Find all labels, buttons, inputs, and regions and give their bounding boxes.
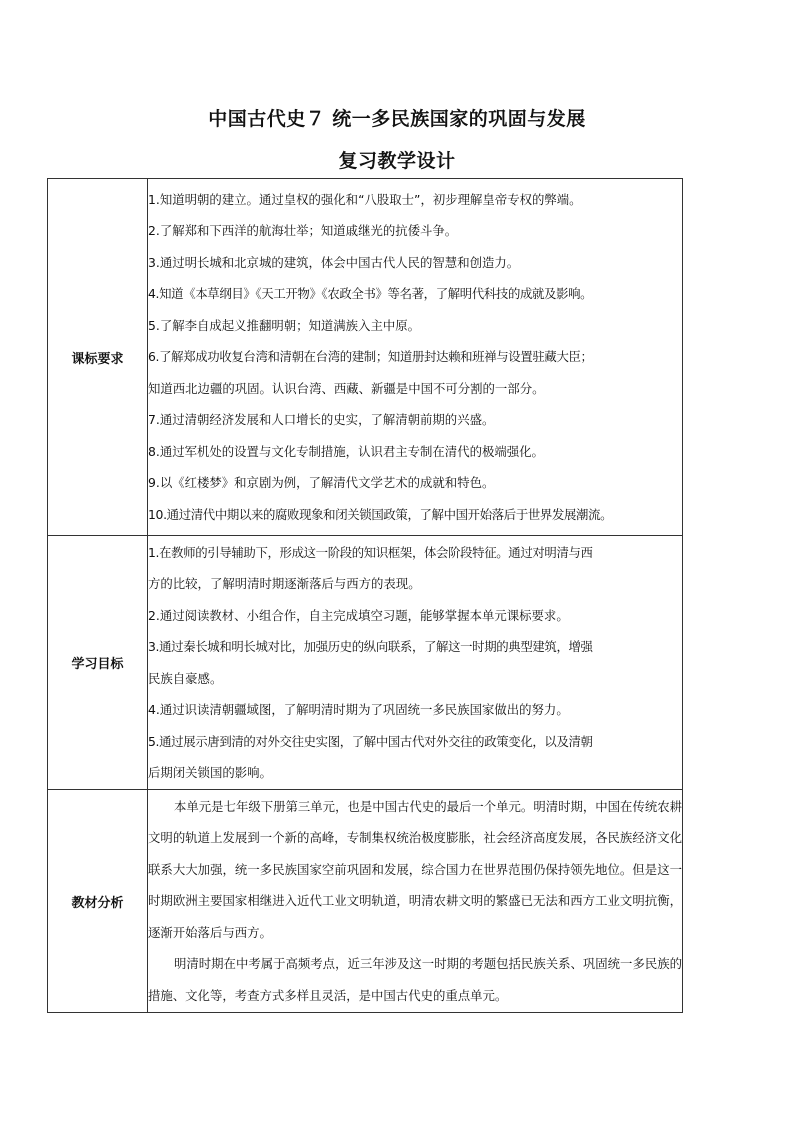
objectives-line: 5.通过展示唐到清的对外交往史实图，了解中国古代对外交往的政策变化，以及清朝	[148, 733, 593, 749]
curriculum-line: 2.了解郑和下西洋的航海壮举；知道戚继光的抗倭斗争。	[148, 223, 458, 239]
curriculum-line: 7.通过清朝经济发展和人口增长的史实，了解清朝前期的兴盛。	[148, 412, 495, 428]
analysis-paragraph: 本单元是七年级下册第三单元，也是中国古代史的最后一个单元。明清时期，中国在传统农耕文明的轨道上发展到一个新的高峰，专制集权统治极度膨胀，社会经济高度发展，各民族经济文化联系大大加强，统一多民族国家空前巩固和发展，综合国力在世界范围仍保持领先地位。但是这一时期欧洲主要国家相继进入近代工业文明轨道，明清农耕文明的繁盛已无法和西方工业文明抗衡，逐渐开始落后与西方。	[148, 798, 683, 940]
lesson-plan-table	[47, 178, 683, 1013]
curriculum-line: 知道西北边疆的巩固。认识台湾、西藏、新疆是中国不可分割的一部分。	[148, 380, 545, 396]
curriculum-line: 4.知道《本草纲目》《天工开物》《农政全书》等名著，了解明代科技的成就及影响。	[148, 286, 593, 302]
curriculum-line: 1.知道明朝的建立。通过皇权的强化和“八股取士”，初步理解皇帝专权的弊端。	[148, 191, 582, 207]
curriculum-line: 6.了解郑成功收复台湾和清朝在台湾的建制；知道册封达赖和班禅与设置驻藏大臣；	[148, 349, 593, 365]
objectives-content	[148, 536, 683, 790]
table-row-analysis	[48, 790, 683, 1013]
curriculum-label: 课标要求	[48, 179, 148, 536]
curriculum-line: 5.了解李自成起义推翻明朝；知道满族入主中原。	[148, 317, 421, 333]
objectives-line: 3.通过秦长城和明长城对比，加强历史的纵向联系，了解这一时期的典型建筑，增强	[148, 639, 593, 654]
objectives-line: 方的比较，了解明清时期逐渐落后与西方的表现。	[148, 576, 421, 591]
curriculum-line: 3.通过明长城和北京城的建筑，体会中国古代人民的智慧和创造力。	[148, 254, 520, 270]
analysis-label: 教材分析	[48, 790, 148, 1013]
objectives-line: 民族自豪感。	[148, 670, 223, 686]
table-row-curriculum	[48, 179, 683, 536]
objectives-label: 学习目标	[48, 536, 148, 790]
table-row-objectives	[48, 536, 683, 790]
objectives-line: 1.在教师的引导辅助下，形成这一阶段的知识框架，体会阶段特征。通过对明清与西	[148, 544, 593, 560]
page-subtitle: 复习教学设计	[338, 150, 456, 172]
objectives-line: 2.通过阅读教材、小组合作，自主完成填空习题，能够掌握本单元课标要求。	[148, 607, 569, 623]
objectives-line: 后期闭关锁国的影响。	[148, 765, 272, 780]
analysis-content	[148, 790, 683, 1013]
curriculum-content	[148, 179, 683, 536]
curriculum-line: 10.通过清代中期以来的腐败现象和闭关锁国政策，了解中国开始落后于世界发展潮流。	[148, 506, 613, 522]
objectives-line: 4.通过识读清朝疆域图，了解明清时期为了巩固统一多民族国家做出的努力。	[148, 702, 569, 717]
curriculum-line: 9.以《红楼梦》和京剧为例，了解清代文学艺术的成就和特色。	[148, 475, 495, 491]
page-title: 中国古代史７ 统一多民族国家的巩固与发展	[208, 108, 586, 130]
curriculum-line: 8.通过军机处的设置与文化专制措施，认识君主专制在清代的极端强化。	[148, 443, 544, 459]
analysis-paragraph: 明清时期在中考属于高频考点，近三年涉及这一时期的考题包括民族关系、巩固统一多民族的措施、文化等，考查方式多样且灵活，是中国古代史的重点单元。	[148, 956, 683, 1003]
